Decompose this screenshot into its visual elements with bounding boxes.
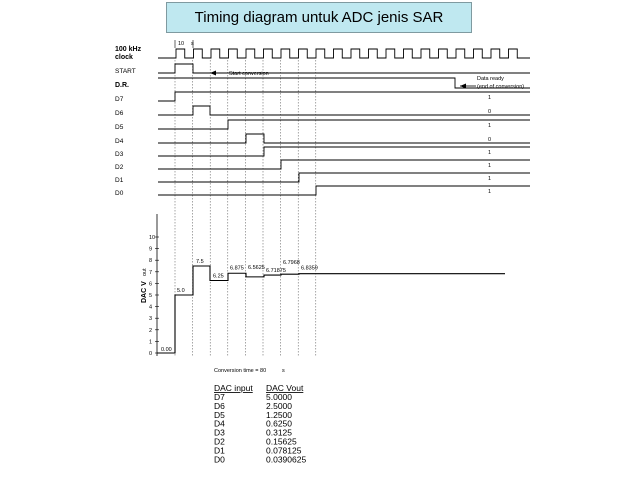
table-cell-vout: 0.3125	[266, 427, 292, 438]
y-tick-label: 2	[149, 327, 153, 334]
final-bit-d5: 1	[488, 123, 492, 129]
table-header-vout: DAC Vout	[266, 383, 304, 393]
d4-wave	[158, 134, 530, 143]
conversion-time-unit: s	[282, 368, 285, 374]
d0-label: D0	[115, 190, 124, 197]
dac-output-plot	[157, 259, 505, 353]
final-bits	[488, 95, 491, 195]
table-cell-input: D7	[214, 392, 225, 402]
d6-label: D6	[115, 110, 124, 117]
step-value-label: 6.71875	[266, 268, 286, 275]
step-value-label: 6.25	[213, 273, 224, 280]
table-cell-input: D4	[214, 418, 225, 429]
clock-label-2: clock	[115, 54, 133, 61]
start-conversion-note: Start conversion	[229, 71, 269, 77]
y-tick-label: 9	[149, 246, 153, 253]
step-value-label: 6.7968	[283, 260, 300, 267]
y-tick-label: 1	[149, 339, 153, 346]
period-unit: s	[191, 41, 194, 47]
table-cell-vout: 5.0000	[266, 392, 292, 402]
table-cell-input: D1	[214, 445, 225, 456]
data-ready-note: Data ready	[477, 76, 504, 82]
y-tick-label: 4	[149, 304, 153, 311]
final-bit-d0: 1	[488, 189, 492, 195]
table-cell-vout: 0.078125	[266, 445, 302, 456]
start-label: START	[115, 68, 136, 75]
d2-label: D2	[115, 164, 124, 171]
d7-wave	[158, 92, 530, 101]
d2-wave	[158, 160, 530, 169]
y-tick-label: 10	[149, 235, 156, 241]
table-cell-vout: 2.5000	[266, 400, 292, 411]
step-value-label: 6.875	[230, 265, 244, 272]
final-bit-d6: 0	[488, 109, 492, 115]
dac-ylabel-sub: out	[142, 268, 148, 276]
clock-wave	[158, 49, 530, 58]
table-cell-vout: 0.15625	[266, 436, 297, 447]
d1-wave	[158, 173, 530, 182]
end-conversion-note: (end of conversion)	[477, 84, 525, 90]
table-cell-input: D6	[214, 400, 225, 411]
step-value-label: 0.00	[161, 347, 172, 353]
d3-wave	[158, 147, 530, 156]
dr-wave	[158, 78, 530, 88]
dac-step-line	[157, 266, 505, 353]
final-bit-d7: 1	[488, 95, 492, 101]
y-tick-label: 5	[149, 293, 153, 299]
d7-label: D7	[115, 96, 124, 103]
table-header-input: DAC input	[214, 383, 253, 393]
table-cell-vout: 0.0390625	[266, 454, 307, 465]
y-tick-label: 3	[149, 316, 153, 323]
final-bit-d3: 1	[488, 150, 492, 156]
step-value-label: 6.8359	[301, 265, 318, 272]
conversion-time: Conversion time = 80	[214, 368, 267, 374]
step-value-label: 5.0	[177, 288, 185, 294]
d0-wave	[158, 186, 530, 195]
table-cell-input: D3	[214, 427, 225, 438]
dac-table	[214, 383, 306, 464]
table-cell-input: D2	[214, 436, 225, 447]
period-label: 10	[178, 41, 185, 47]
step-value-label: 6.5625	[248, 264, 265, 271]
d4-label: D4	[115, 138, 124, 145]
final-bit-d2: 1	[488, 163, 492, 169]
d5-label: D5	[115, 124, 124, 131]
y-tick-label: 8	[149, 258, 153, 265]
y-tick-label: 0	[149, 351, 153, 357]
dr-label: D.R.	[115, 82, 129, 89]
d1-label: D1	[115, 177, 124, 184]
dac-y-axis	[149, 235, 159, 357]
dac-ylabel: DAC V	[141, 281, 148, 303]
table-cell-input: D0	[214, 454, 225, 465]
y-tick-label: 7	[149, 269, 153, 276]
step-value-label: 7.5	[196, 259, 204, 265]
y-tick-label: 6	[149, 281, 153, 288]
d3-label: D3	[115, 151, 124, 158]
clock-label-1: 100 kHz	[115, 46, 142, 53]
table-cell-input: D5	[214, 409, 225, 420]
slide-title: Timing diagram untuk ADC jenis SAR	[166, 2, 472, 33]
d5-wave	[158, 120, 530, 129]
d6-wave	[158, 106, 530, 115]
table-cell-vout: 1.2500	[266, 409, 292, 420]
table-cell-vout: 0.6250	[266, 418, 292, 429]
final-bit-d4: 0	[488, 137, 492, 143]
waveforms	[158, 49, 530, 356]
final-bit-d1: 1	[488, 176, 492, 182]
